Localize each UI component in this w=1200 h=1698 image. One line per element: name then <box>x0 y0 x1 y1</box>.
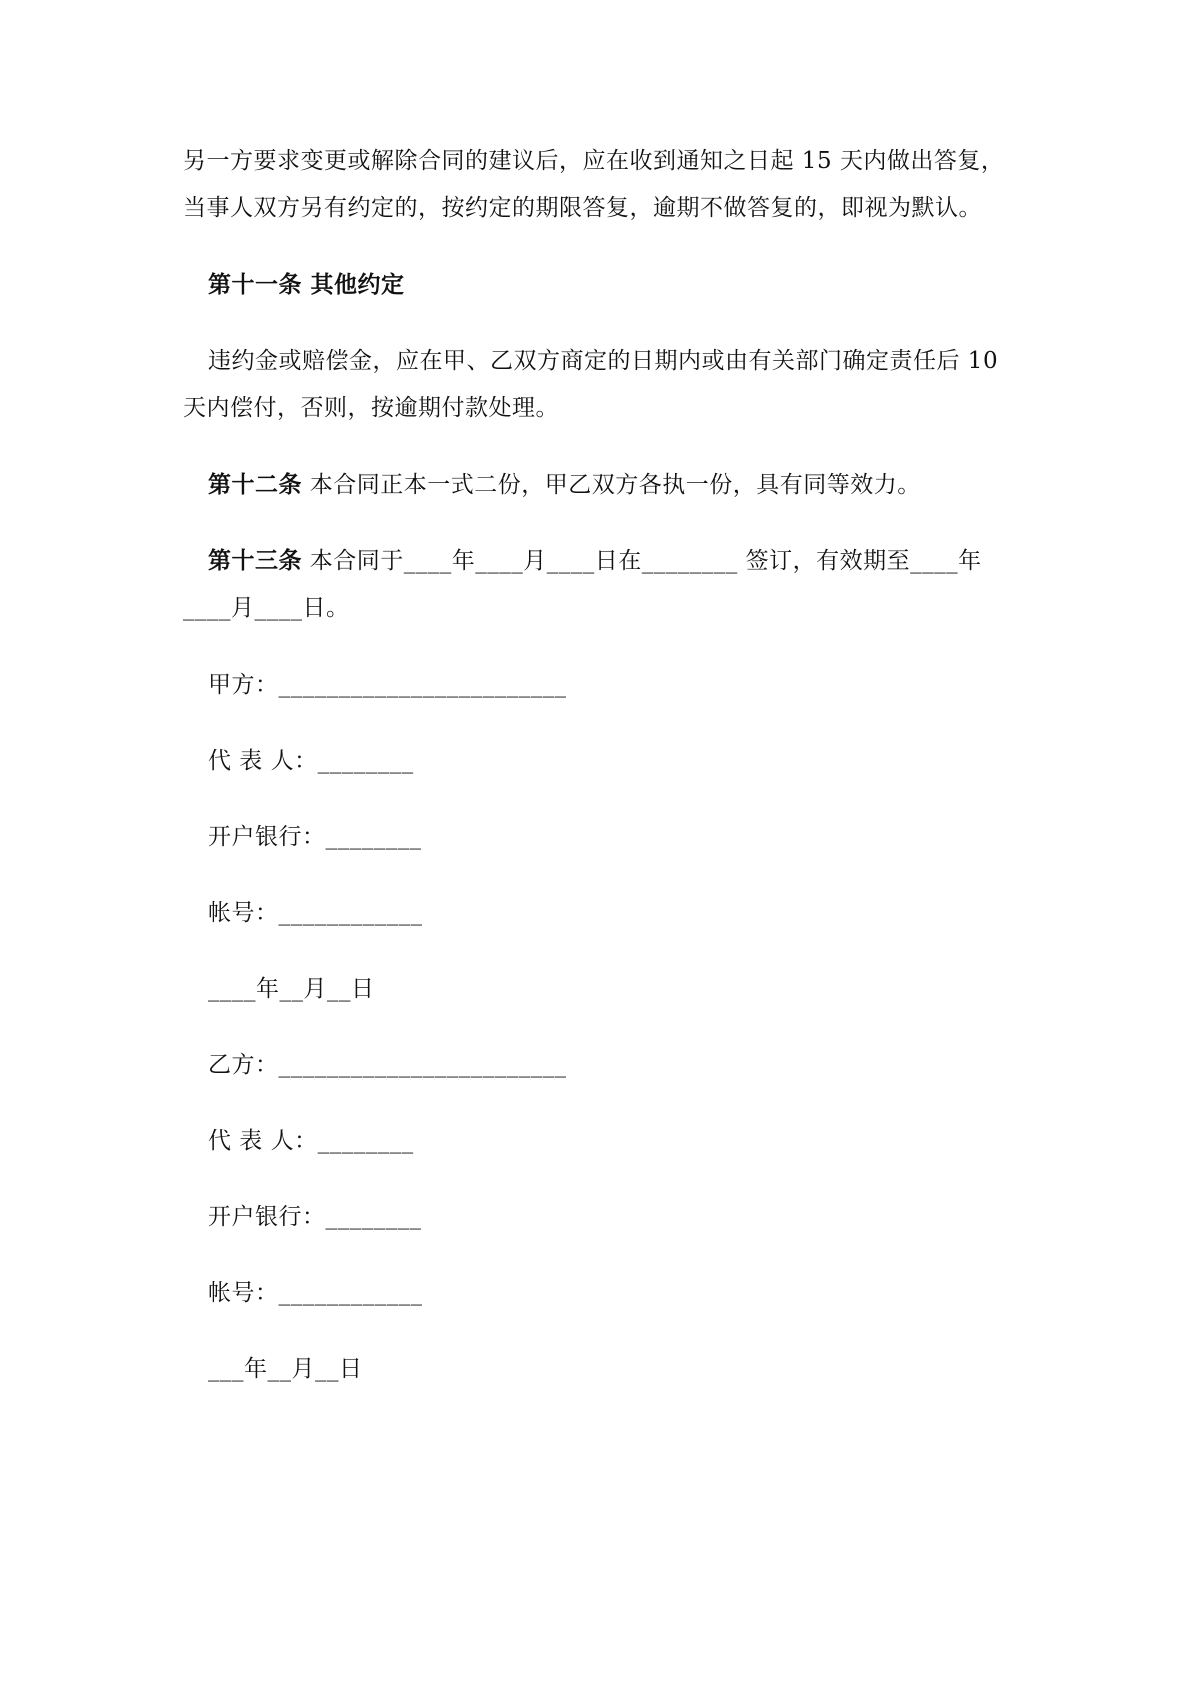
party-a-representative: 代 表 人：________ <box>208 748 414 774</box>
article-12-text: 本合同正本一式二份，甲乙双方各执一份，具有同等效力。 <box>302 472 921 498</box>
article-13-label: 第十三条 <box>208 547 302 574</box>
article-11-heading: 第十一条 其他约定 <box>208 271 405 298</box>
party-a-name: 甲方：________________________ <box>208 672 567 698</box>
party-b-date: ___年__月__日 <box>208 1356 363 1382</box>
article-11-line2: 天内偿付，否则，按逾期付款处理。 <box>183 395 559 421</box>
party-b-account: 帐号：____________ <box>208 1280 423 1306</box>
party-b-name: 乙方：________________________ <box>208 1052 567 1078</box>
article-12-label: 第十二条 <box>208 471 302 498</box>
party-a-date: ____年__月__日 <box>208 976 375 1002</box>
para1-line1: 另一方要求变更或解除合同的建议后，应在收到通知之日起 15 天内做出答复， <box>183 148 1005 174</box>
party-b-representative: 代 表 人：________ <box>208 1128 414 1154</box>
party-b-bank: 开户银行：________ <box>208 1204 422 1230</box>
article-11-line1: 违约金或赔偿金，应在甲、乙双方商定的日期内或由有关部门确定责任后 10 <box>208 348 999 374</box>
party-a-account: 帐号：____________ <box>208 900 423 926</box>
party-a-bank: 开户银行：________ <box>208 824 422 850</box>
para1-line2: 当事人双方另有约定的，按约定的期限答复，逾期不做答复的，即视为默认。 <box>183 195 982 221</box>
article-13 <box>208 546 982 576</box>
article-13-line2: ____月____日。 <box>183 595 350 621</box>
article-13-text: 本合同于____年____月____日在________ 签订，有效期至____年 <box>302 548 982 574</box>
article-12 <box>208 470 921 500</box>
